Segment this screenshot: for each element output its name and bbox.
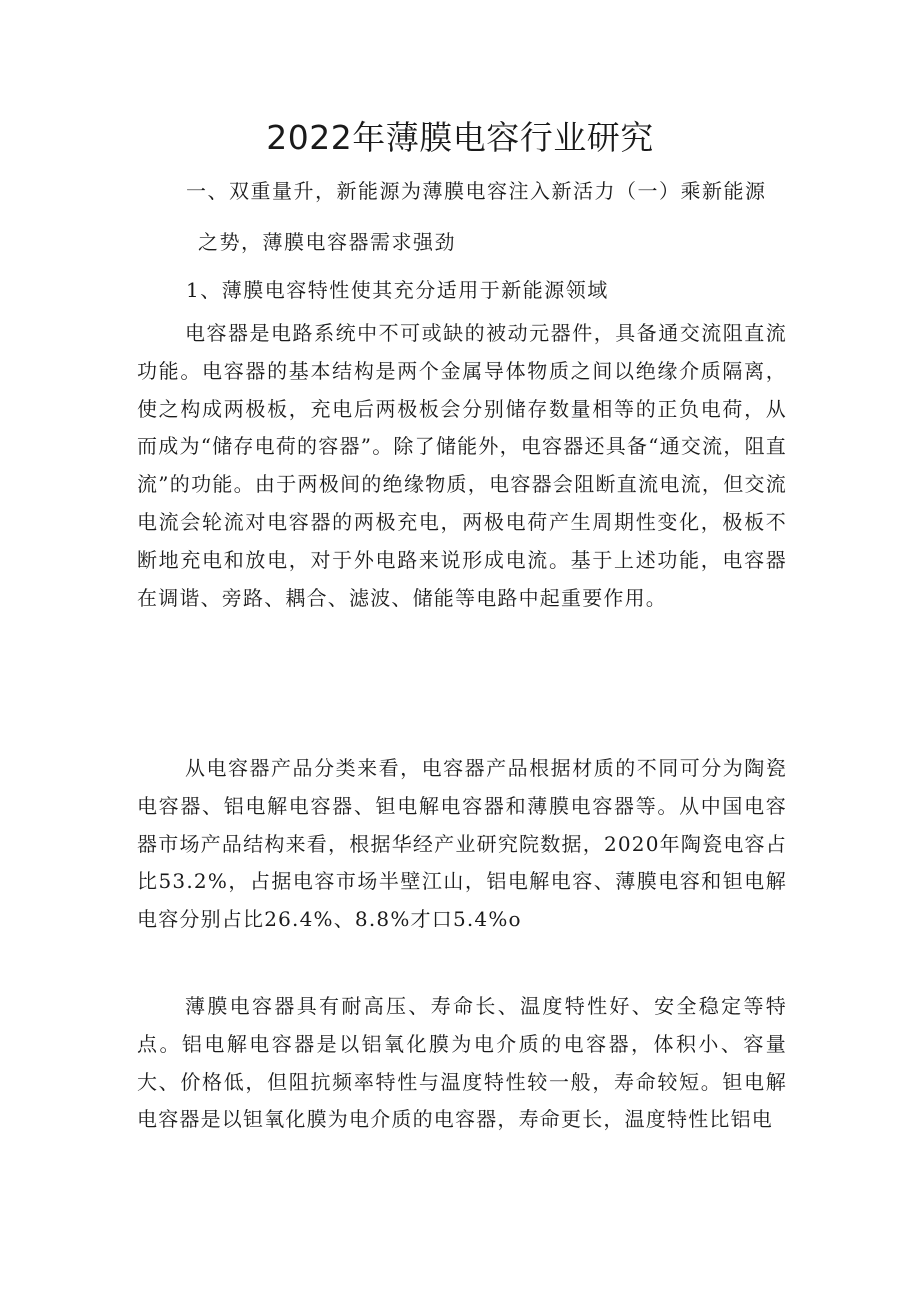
subsection-heading: 1、薄膜电容特性使其充分适用于新能源领域 xyxy=(186,278,609,302)
paragraph-capacitor-classification: 从电容器产品分类来看，电容器产品根据材质的不同可分为陶瓷电容器、铝电解电容器、钽电解电容器和薄膜电容器等。从中国电容器市场产品结构来看，根据华经产业研究院数据，2020年陶瓷电容占比53.2%，占据电容市场半壁江山，铝电解电容、薄膜电容和钽电解电容分别占比26.4%、8.8%才口5.4%o xyxy=(137,756,787,932)
section-heading-line1: 一、双重量升，新能源为薄膜电容注入新活力（一）乘新能源 xyxy=(186,179,767,203)
paragraph-capacitor-basics: 电容器是电路系统中不可或缺的被动元器件，具备通交流阻直流功能。电容器的基本结构是两个金属导体物质之间以绝缘介质隔离，使之构成两极板，充电后两极板会分别储存数量相等的正负电荷，从而成为“储存电荷的容器”。除了储能外，电容器还具备“通交流，阻直流”的功能。由于两极间的绝缘物质，电容器会阻断直流电流，但交流电流会轮流对电容器的两极充电，两极电荷产生周期性变化，极板不断地充电和放电，对于外电路来说形成电流。基于上述功能，电容器在调谐、旁路、耦合、滤波、储能等电路中起重要作用。 xyxy=(137,321,787,610)
section-heading-line2: 之势，薄膜电容器需求强劲 xyxy=(198,230,456,254)
paragraph-film-capacitor-features: 薄膜电容器具有耐高压、寿命长、温度特性好、安全稳定等特点。铝电解电容器是以铝氧化膜为电介质的电容器，体积小、容量大、价格低，但阻抗频率特性与温度特性较一般，寿命较短。钽电解电容器是以钽氧化膜为电介质的电容器，寿命更长，温度特性比铝电 xyxy=(137,994,787,1132)
document-title: 2022年薄膜电容行业研究 xyxy=(266,118,654,157)
